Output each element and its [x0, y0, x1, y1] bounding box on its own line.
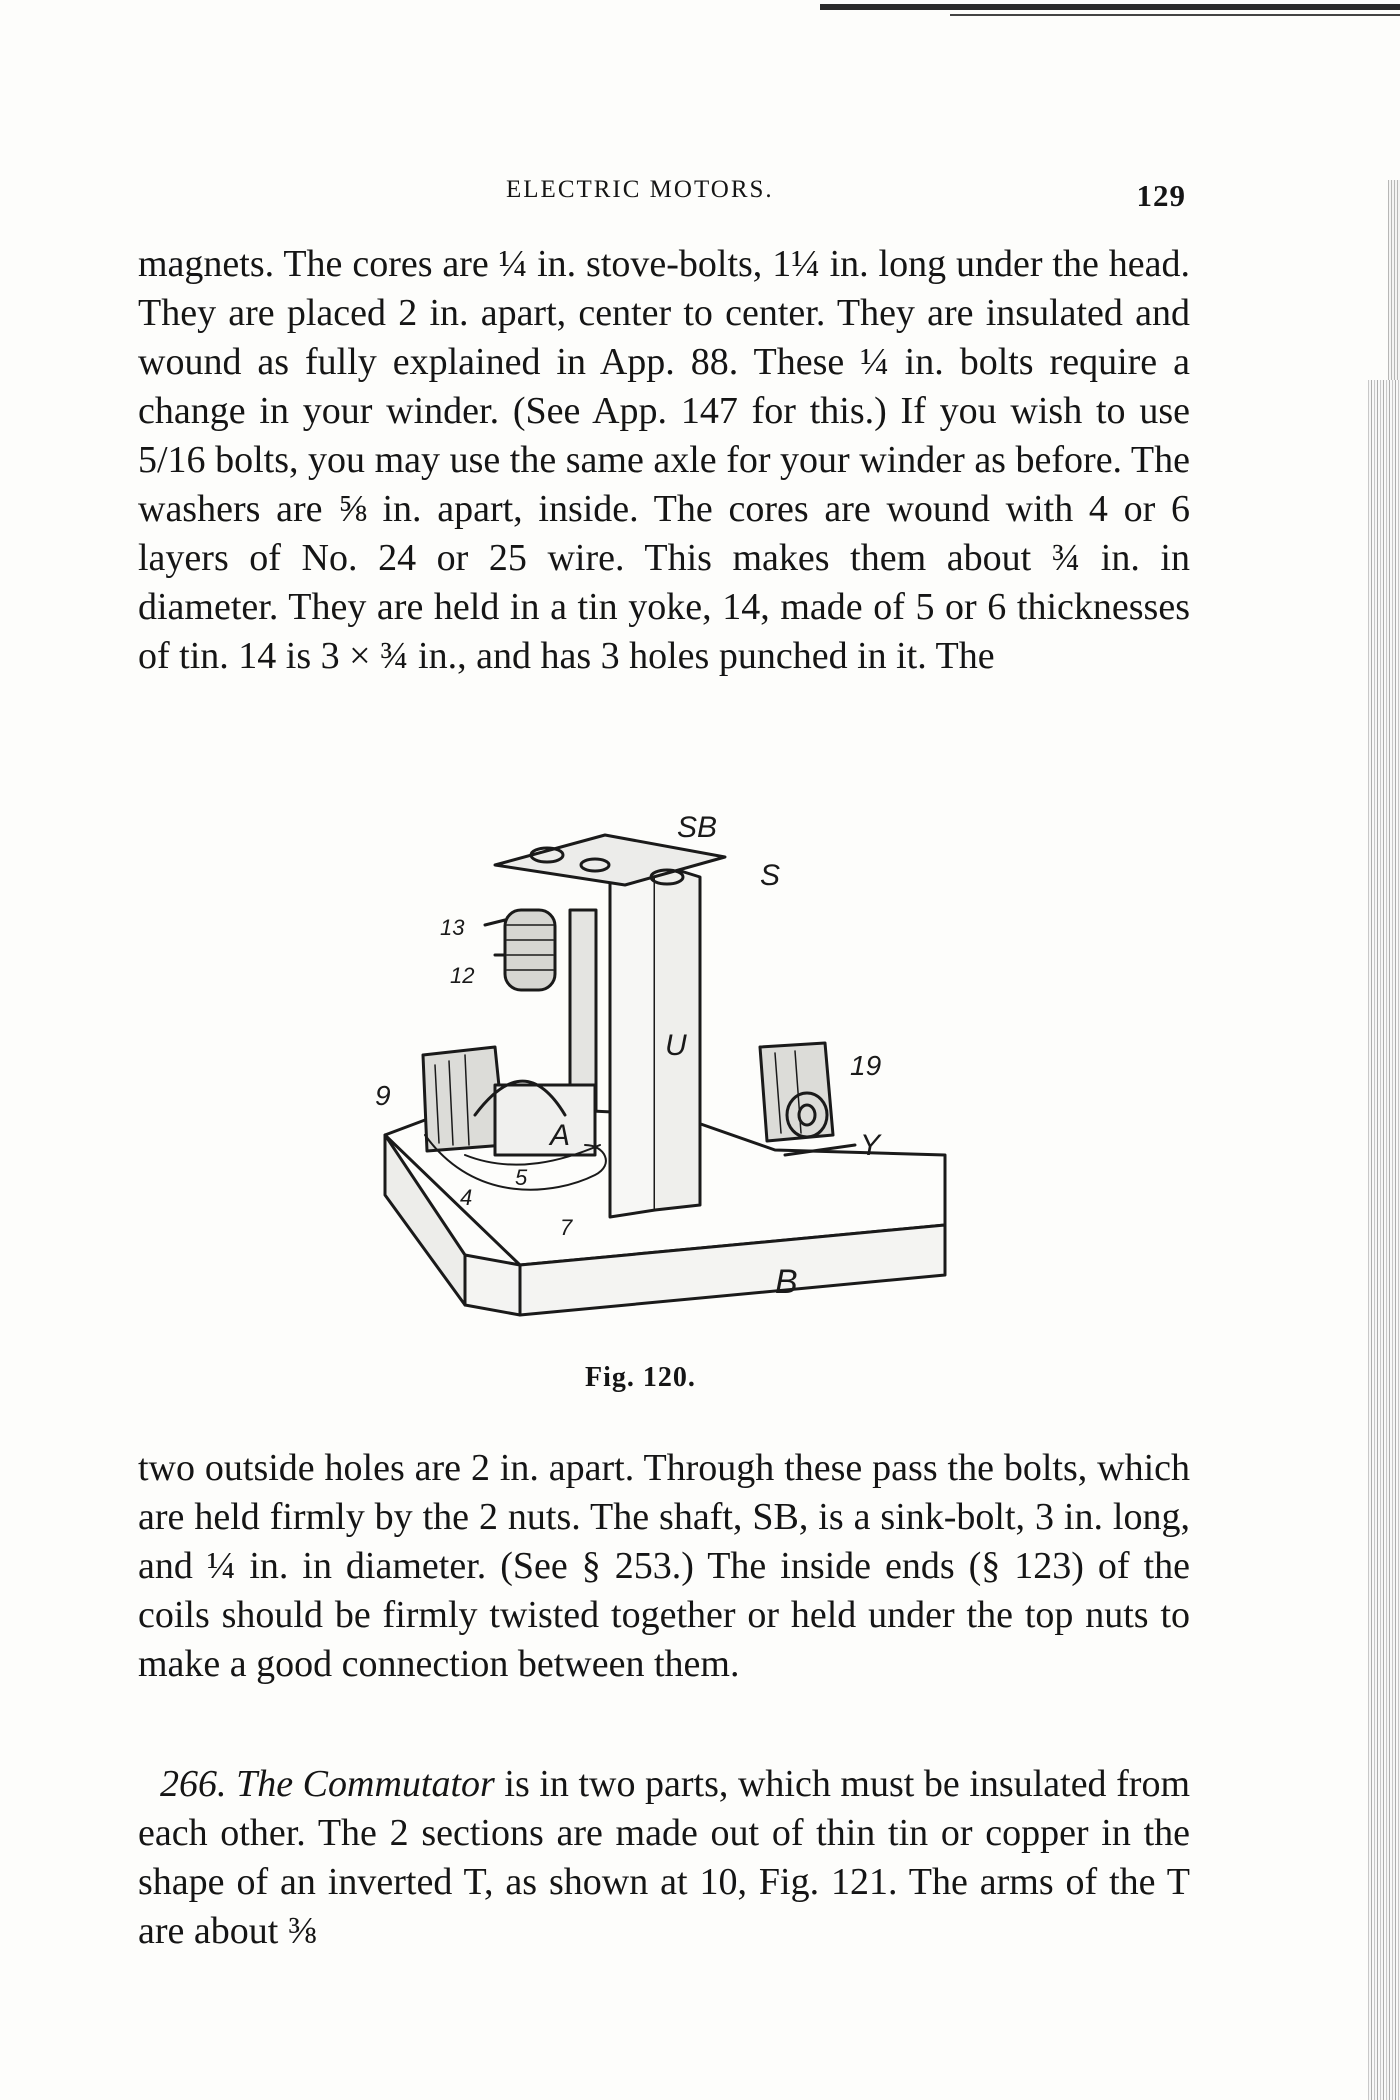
label-5: 5	[515, 1165, 528, 1190]
paragraph-266	[138, 1760, 1190, 1956]
label-u: U	[665, 1029, 687, 1062]
coil-upper	[505, 910, 555, 990]
section-body: is in two parts, which must be insulated from each other. The 2 sections are made out of thin tin or copper in the shape of an inverted T, as shown at 10, Fig. 121. The arms of the T are about ⅜	[138, 1763, 1191, 1952]
field-magnet-left	[423, 1047, 505, 1151]
running-header	[138, 176, 1190, 220]
label-y: Y	[860, 1129, 881, 1162]
page-number: 129	[1136, 178, 1186, 213]
page-edge-shadow-right	[1368, 380, 1400, 2100]
armature-a	[495, 1085, 595, 1155]
label-7: 7	[560, 1215, 573, 1240]
paragraph-continuation: two outside holes are 2 in. apart. Through these pass the bolts, which are held firmly by the 2 nuts. The shaft, SB, is a sink-bolt, 3 in. long, and ¼ in. in diameter. (See § 253.) The inside ends (§ 123) of the coils should be firmly twisted together or held under the top nuts to make a good connection between them.	[138, 1447, 1190, 1685]
field-magnet-right	[760, 1043, 833, 1141]
figure-120	[355, 815, 955, 1355]
label-4: 4	[460, 1185, 473, 1210]
label-a: A	[550, 1119, 571, 1152]
figure-caption: Fig. 120.	[585, 1362, 696, 1393]
page-edge-shadow-top	[820, 4, 1400, 10]
label-b: B	[775, 1263, 798, 1301]
base-left-face	[385, 1135, 465, 1305]
label-s: S	[760, 859, 781, 892]
label-19: 19	[850, 1050, 882, 1081]
page-edge-shadow-right-upper	[1388, 180, 1400, 380]
running-title: ELECTRIC MOTORS.	[506, 176, 774, 203]
label-13: 13	[440, 915, 465, 940]
label-sb: SB	[677, 815, 718, 844]
upright-u	[610, 863, 655, 1217]
section-title: The Commutator	[236, 1763, 495, 1805]
section-number: 266.	[160, 1763, 227, 1805]
base-front-face	[465, 1225, 945, 1315]
label-9: 9	[375, 1080, 391, 1111]
page-edge-line-top	[950, 14, 1400, 16]
label-12: 12	[450, 963, 475, 988]
motor-illustration	[355, 815, 955, 1355]
paragraph-top: magnets. The cores are ¼ in. stove-bolts, 1¼ in. long under the head. They are placed 2 in. apart, center to center. They are insulated and wound as fully explained in App. 88. These ¼ in. bolts require a change in your winder. (See App. 147 for this.) If you wish to use 5/16 bolts, you may use the same axle for your winder as before. The washers are ⅝ in. apart, inside. The cores are wound with 4 or 6 layers of No. 24 or 25 wire. This makes them about ¾ in. in diameter. They are held in a tin yoke, 14, made of 5 or 6 thicknesses of tin. 14 is 3 × ¾ in., and has 3 holes punched in it. The	[138, 243, 1190, 677]
